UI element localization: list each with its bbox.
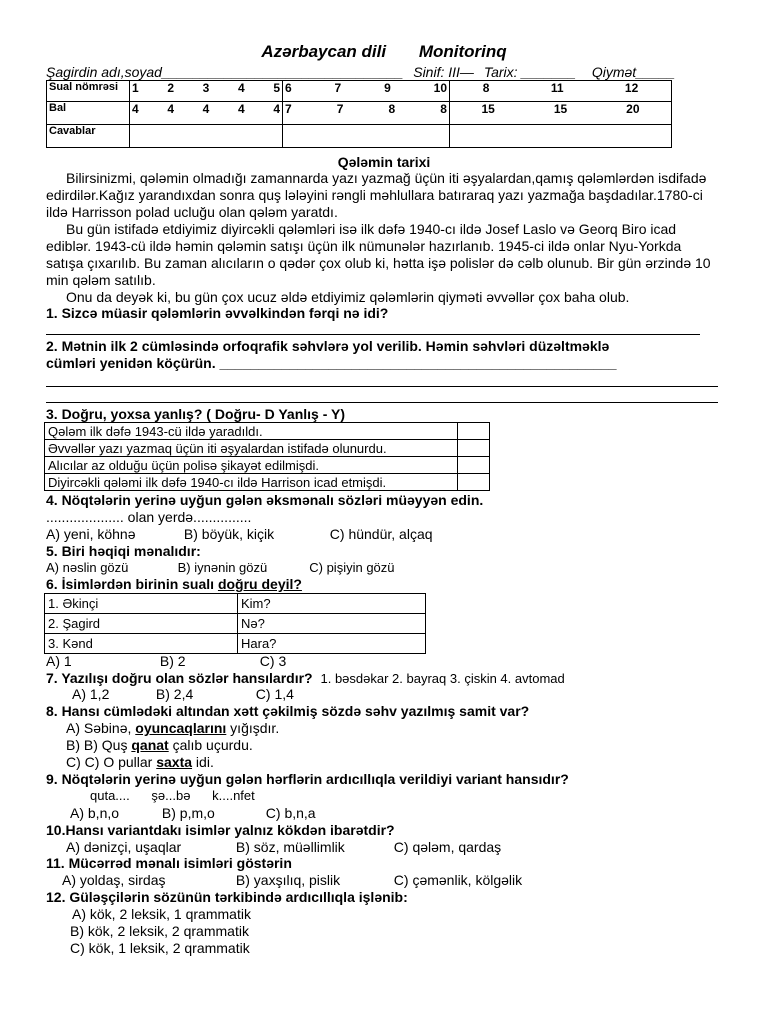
title-type: Monitorinq xyxy=(418,42,507,61)
option-c[interactable]: C) C) O pullar saxta idi. xyxy=(66,754,214,770)
student-info-line xyxy=(46,64,726,80)
option-b[interactable]: B) 2,4 xyxy=(155,686,194,702)
option-a[interactable]: A) yeni, köhnə xyxy=(46,526,136,542)
points-b: 7 7 8 8 xyxy=(283,102,450,125)
class-field[interactable]: Sinif: III— xyxy=(413,64,474,80)
option-a[interactable]: A) 1 xyxy=(46,653,72,669)
title-subject: Azərbaycan dili xyxy=(261,42,387,61)
question-9: 9. Nöqtələrin yerinə uyğun gələn hərflərin ardıcıllıqla verildiyi variant hansıdır? xyxy=(46,771,569,787)
option-c[interactable]: C) 3 xyxy=(259,653,287,669)
option-c[interactable]: C) qələm, qardaş xyxy=(393,839,502,855)
options xyxy=(70,805,316,821)
question-numbers-b: 6 7 9 10 xyxy=(283,81,450,102)
noun-cell: 1. Əkinçi xyxy=(45,594,238,614)
question-cell: Hara? xyxy=(238,634,426,654)
text-heading: Qələmin tarixi xyxy=(337,154,431,170)
option-a[interactable]: A) 1,2 xyxy=(72,686,110,702)
question-cell: Nə? xyxy=(238,614,426,634)
option-b[interactable]: B) 2 xyxy=(159,653,186,669)
page-title xyxy=(0,42,768,62)
question-numbers-c: 8 11 12 xyxy=(450,81,672,102)
points-c: 15 15 20 xyxy=(450,102,672,125)
points-a: 4 4 4 4 4 xyxy=(130,102,283,125)
option-c[interactable]: C) 1,4 xyxy=(255,686,294,702)
statement: Diyircəkli qələmi ilk dəfə 1940-cı ildə Harrison icad etmişdi. xyxy=(45,474,458,491)
question-10: 10.Hansı variantdakı isimlər yalnız kökdən ibarətdir? xyxy=(46,822,395,838)
score-table xyxy=(46,80,672,148)
word-list: quta.... şə...bə k....nfet xyxy=(90,788,255,803)
option-c[interactable]: C) hündür, alçaq xyxy=(329,526,433,542)
student-name-field[interactable]: Şagirdin adı,soyad_______________________________ xyxy=(46,64,404,80)
question-4: 4. Nöqtələrin yerinə uyğun gələn əksmənalı sözləri müəyyən edin. xyxy=(46,492,484,508)
question-5: 5. Biri həqiqi mənalıdır: xyxy=(46,543,201,559)
table-row xyxy=(47,102,672,125)
option-a[interactable]: A) yoldaş, sirdaş xyxy=(62,872,166,888)
noun-question-table xyxy=(44,593,426,654)
table-row xyxy=(45,423,490,440)
answer-cell[interactable] xyxy=(458,423,490,440)
noun-cell: 2. Şagird xyxy=(45,614,238,634)
table-row xyxy=(45,474,490,491)
question-8: 8. Hansı cümlədəki altından xətt çəkilmiş sözdə səhv yazılmış samit var? xyxy=(46,703,530,719)
question-1: 1. Sizcə müasir qələmlərin əvvəlkindən fərqi nə idi? xyxy=(46,305,389,321)
question-7: 7. Yazılışı doğru olan sözlər hansılardır? 1. bəsdəkar 2. bayraq 3. çiskin 4. avtomad xyxy=(46,670,565,686)
question-6: 6. İsimlərdən birinin sualı doğru deyil? xyxy=(46,576,302,592)
answer-line[interactable] xyxy=(46,402,718,403)
date-field[interactable]: Tarix: _______ xyxy=(483,64,576,80)
options xyxy=(72,686,294,702)
answer-cell-a[interactable] xyxy=(130,125,283,148)
table-row xyxy=(45,634,426,654)
answer-line[interactable] xyxy=(46,386,718,387)
table-row xyxy=(45,457,490,474)
option-b[interactable]: B) B) Quş qanat çalıb uçurdu. xyxy=(66,737,253,753)
statement: Qələm ilk dəfə 1943-cü ildə yaradıldı. xyxy=(45,423,458,440)
statement: Alıcılar az olduğu üçün polisə şikayət edilmişdi. xyxy=(45,457,458,474)
answer-cell[interactable] xyxy=(458,457,490,474)
grade-field[interactable]: Qiymət_____ xyxy=(591,64,676,80)
options xyxy=(46,560,395,575)
row-label: Sual nömrəsi xyxy=(47,81,130,102)
row-label: Cavablar xyxy=(47,125,130,148)
table-row xyxy=(45,614,426,634)
options xyxy=(46,526,433,542)
option-b[interactable]: B) böyük, kiçik xyxy=(183,526,275,542)
option-b[interactable]: B) p,m,o xyxy=(161,805,215,821)
option-b[interactable]: B) iynənin gözü xyxy=(177,560,268,575)
option-a[interactable]: A) dənizçi, uşaqlar xyxy=(66,839,182,855)
option-b[interactable]: B) yaxşılıq, pislik xyxy=(235,872,341,888)
table-row xyxy=(47,81,672,102)
option-c[interactable]: C) kök, 1 leksik, 2 qrammatik xyxy=(70,940,250,956)
options xyxy=(46,653,286,669)
option-c[interactable]: C) b,n,a xyxy=(265,805,316,821)
option-a[interactable]: A) Səbinə, oyuncaqlarını yığışdır. xyxy=(66,720,280,736)
question-2: 2. Mətnin ilk 2 cümləsində orfoqrafik səhvlərə yol verilib. Həmin səhvləri düzəltməklə xyxy=(46,338,610,354)
option-c[interactable]: C) çəmənlik, kölgəlik xyxy=(393,872,523,888)
table-row xyxy=(45,594,426,614)
answer-cell-c[interactable] xyxy=(450,125,672,148)
table-row xyxy=(47,125,672,148)
fill-line: .................... olan yerdə............... xyxy=(46,509,252,525)
option-c[interactable]: C) pişiyin gözü xyxy=(309,560,395,575)
paragraph: Bu gün istifadə etdiyimiz diyircəkli qələmləri isə ilk dəfə 1940-cı ildə Josef Laslo və Georq Biro icad ediblər. 1943-cü ildə həmin qələmin satışı üçün ilk nümunələr hazırlanıb. 1945-ci ildə onlar Nyu-Yorkda satışa çıxarılıb. Bu zaman alıcıların o qədər çox olub ki, hətta işə polislər də cəlb olunub. Bir gün ərzində 10 min qələm satılıb. xyxy=(46,221,711,288)
noun-cell: 3. Kənd xyxy=(45,634,238,654)
answer-cell[interactable] xyxy=(458,474,490,491)
question-3: 3. Doğru, yoxsa yanlış? ( Doğru- D Yanlış - Y) xyxy=(46,406,345,422)
statement: Əvvəllər yazı yazmaq üçün iti əşyalardan istifadə olunurdu. xyxy=(45,440,458,457)
option-a[interactable]: A) b,n,o xyxy=(70,805,120,821)
question-numbers-a: 1 2 3 4 5 xyxy=(130,81,283,102)
row-label: Bal xyxy=(47,102,130,125)
word-list: 1. bəsdəkar 2. bayraq 3. çiskin 4. avtomad xyxy=(320,671,565,686)
options xyxy=(62,872,522,888)
table-row xyxy=(45,440,490,457)
options xyxy=(66,839,501,855)
true-false-table xyxy=(44,422,490,491)
reading-text xyxy=(46,170,716,306)
option-b[interactable]: B) söz, müəllimlik xyxy=(235,839,345,855)
answer-line[interactable] xyxy=(46,334,700,335)
answer-cell[interactable] xyxy=(458,440,490,457)
option-a[interactable]: A) nəslin gözü xyxy=(46,560,129,575)
question-11: 11. Mücərrəd mənalı isimləri göstərin xyxy=(46,855,292,871)
option-b[interactable]: B) kök, 2 leksik, 2 qrammatik xyxy=(70,923,249,939)
question-12: 12. Güləşçilərin sözünün tərkibində ardıcıllıqla işlənib: xyxy=(46,889,408,905)
option-a[interactable]: A) kök, 2 leksik, 1 qrammatik xyxy=(72,906,251,922)
answer-cell-b[interactable] xyxy=(283,125,450,148)
question-2-cont: cümləri yenidən köçürün. ___________________________________________________ xyxy=(46,355,617,371)
paragraph: Onu da deyək ki, bu gün çox ucuz əldə etdiyimiz qələmlərin qiyməti əvvəllər çox baha olub. xyxy=(66,289,630,305)
question-cell: Kim? xyxy=(238,594,426,614)
paragraph: Bilirsinizmi, qələmin olmadığı zamannarda yazı yazmağ üçün iti əşyalardan,qamış qələmlərdən isdifadə edirdilər.Kağız yarandıxdan sonra quş lələyini rəngli məhlullara batıraraq yazı yazmağa başdadılar.1780-ci ildə Harrisson polad ucluğu olan qələm yaratdı. xyxy=(46,170,707,220)
